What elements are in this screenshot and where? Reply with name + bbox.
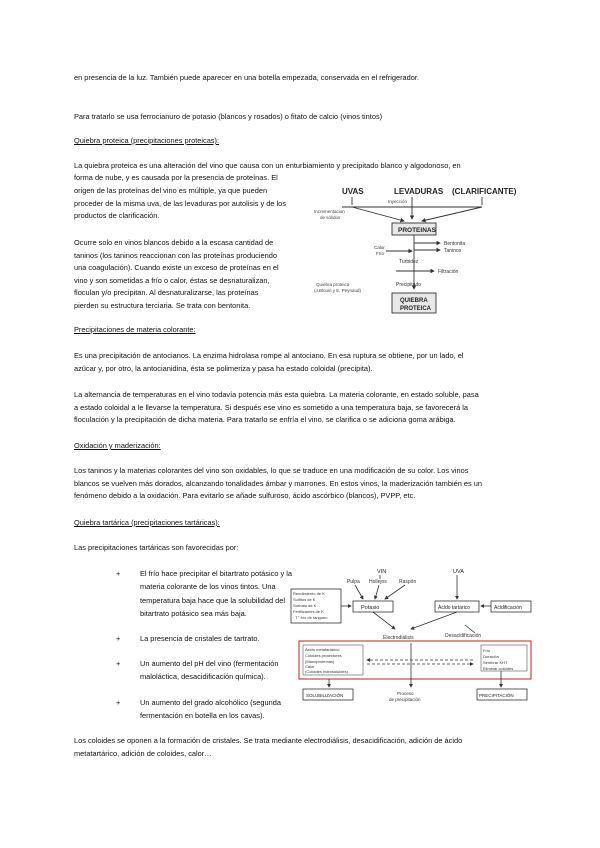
proteinas-label: PROTEINAS: [398, 227, 436, 234]
red-right-item: Sembrar KHT: [483, 660, 508, 665]
text-line: taninos (los taninos reaccionan con las proteínas produciendo: [74, 250, 277, 260]
text-line: Un aumento del pH del vino (fermentación: [140, 659, 279, 668]
clarificante-label: (CLARIFICANTE): [452, 187, 517, 196]
uvas-label: UVAS: [342, 187, 364, 196]
bentonita-label: Bentonita: [444, 241, 466, 247]
text-line: a estado coloidal a le llevarse la temperatura. Si después ese vino es sometido a una temperatura baja, se favorecerá la: [74, 402, 468, 412]
arrow: [355, 585, 363, 599]
text-line: una coagulación). Cuando existe un exceso de proteínas en el: [74, 263, 279, 273]
colorant-heading: Precipitaciones de materia colorante:: [74, 325, 196, 334]
calor-label: Calor: [374, 245, 385, 250]
arrow: [411, 612, 457, 629]
text-line: blancos se vuelven más dorados, alcanzando tonalidades ámbar y marrones. En estos vinos, la maderización también es un: [74, 478, 482, 488]
bullet-mark: +: [116, 569, 121, 578]
electrodialisis-label: Electrodiálisis: [383, 635, 414, 641]
text-line: floculación y la precipitación de dicha materia. Para tratarlo se enfría el vino, se clarifica o se adiciona goma arábiga.: [74, 415, 456, 425]
colorant-paragraph-2: [74, 389, 479, 427]
potasio-label: Potasio: [361, 605, 380, 611]
red-left-item: (Coloides hidrosolubles): [305, 669, 348, 674]
bullet-mark: +: [116, 659, 121, 668]
precipitacion-label: PRECIPITACIÓN: [479, 693, 514, 698]
text-line: Los coloides se oponen a la formación de cristales. Se trata mediante electrodiálisis, desacidificación, adición de ácido: [74, 736, 463, 745]
proceso-line-2: de precipitación: [389, 697, 421, 702]
text-line: Un aumento del grado alcohólico (segunda: [140, 698, 281, 707]
raspon-label: Raspón: [399, 579, 417, 585]
text-line: La presencia de cristales de tartrato.: [140, 634, 260, 643]
bullet-mark: +: [116, 634, 121, 643]
text-line: floculan y/o precipitan. Al desnaturalizarse, las proteínas: [74, 288, 259, 298]
red-left-item: (Manoproteínas): [305, 659, 335, 664]
text-line: Los taninos y la materias colorantes del vino son oxidables, lo que se traduce en una modificación de su color. Los vinos: [74, 466, 469, 475]
solubilizacion-label: SOLUBILIZACIÓN: [306, 693, 344, 698]
uva-label: UVA: [453, 569, 464, 575]
left-factor: · T° frío de fangueo: [293, 615, 328, 620]
left-factor: Fertilizantes de K: [293, 609, 324, 614]
side-left-2: de sólidos: [320, 215, 341, 220]
text-line: proceder de la misma uva, de las levaduras por autolisis y de los: [74, 198, 286, 208]
filtracion-label: Filtración: [438, 269, 459, 275]
quiebra-box-line-2: PROTEICA: [400, 306, 432, 312]
autolysis-label: Inyección: [388, 199, 408, 204]
arrow: [385, 585, 405, 599]
taninos-label: Taninos: [444, 248, 462, 254]
arrow: [465, 625, 475, 633]
red-left-item: Calor: [305, 664, 315, 669]
vin-label: VIN: [377, 569, 387, 575]
turbidez-label: Turbidez: [399, 259, 419, 265]
text-line: vino y son sometidas a frío o calor, éstas se desnaturalizan,: [74, 275, 270, 285]
frio-label: Frío: [376, 251, 385, 256]
red-right-item: Duración: [483, 654, 500, 659]
intro-line: en presencia de la luz. También puede aparecer en una botella empezada, conservada en el refrigerador.: [74, 73, 419, 82]
pulpa-label: Pulpa: [347, 579, 360, 585]
oxidation-paragraph: [74, 465, 482, 503]
levaduras-label: LEVADURAS: [394, 187, 444, 196]
colorant-paragraph-1: [74, 350, 464, 375]
precipitado-label: Precipitado: [396, 282, 422, 288]
text-line: La alternancia de temperaturas en el vino todavía potencia más esta quiebra. La materia colorante, en estado soluble, pasa: [74, 390, 479, 399]
left-factor: Rendimiento de K: [293, 591, 325, 596]
text-line: Ocurre solo en vinos blancos debido a la escasa cantidad de: [74, 238, 274, 247]
red-left-item: Ácido metatartárico: [305, 647, 340, 652]
text-line: pierden su estructura terciaria. Se trata con bentonita.: [74, 300, 251, 310]
text-line: productos de clarificación.: [74, 211, 160, 221]
hollejos-label: Hollejos: [369, 579, 387, 585]
arrow: [422, 207, 482, 221]
red-right-item: Eliminar coloides: [483, 666, 514, 671]
desacidificacion-label: Desacidificación: [445, 633, 482, 639]
text-line: bitartrato potásico sea más baja.: [140, 609, 247, 619]
red-left-item: Coloides protectores: [305, 653, 342, 658]
quiebra-box-line-1: QUIEBRA: [400, 298, 428, 304]
quiebra-note-2: (J.Blouin y E. Peynaud): [314, 288, 362, 293]
side-left-1: Incrementacion: [314, 209, 345, 214]
left-factor: Sulfitos de K: [293, 597, 316, 602]
treatment-line: Para tratarlo se usa ferrocianuro de potasio (blancos y rosados) o fitato de calcio (vinos tintos): [74, 112, 383, 121]
protein-diagram: [312, 183, 532, 317]
text-line: fenómeno debido a la oxidación. Para evitarlo se añade sulfuroso, ácido ascórbico (blancos), PVPP, etc.: [74, 491, 416, 501]
text-line: azúcar y, por otro, la antocianidina, ésta se polimeriza y pasa ha estado coloidal (precipita).: [74, 363, 373, 373]
protein-line-2: forma de nube, y es causada por la presencia de proteínas. El: [74, 173, 278, 182]
text-line: origen de las proteínas del vino es múltiple, ya que pueden: [74, 186, 268, 195]
arrow: [352, 207, 404, 221]
text-line: El frío hace precipitar el bitartrato potásico y la: [140, 569, 292, 578]
acido-tartarico-label: Ácido tartárico: [438, 605, 470, 611]
protein-side-paragraph: [74, 185, 286, 223]
protein-paragraph-2: [74, 237, 279, 313]
tartaric-diagram: [285, 565, 535, 725]
text-line: metatartárico, adición de coloides, calor…: [74, 748, 212, 758]
text-line: temperatura baja hace que la solubilidad del: [140, 595, 286, 605]
protein-heading: Quiebra proteica (precipitaciones proteicas):: [74, 136, 220, 145]
bullet-mark: +: [116, 698, 121, 707]
proceso-line-1: Proceso: [397, 691, 414, 696]
text-line: Es una precipitación de antocianos. La enzima hidrolasa rompe al antociano. En esa ruptura se obtiene, por un lado, el: [74, 351, 464, 360]
tartaric-intro: Las precipitaciones tartáricas son favorecidas por:: [74, 543, 239, 552]
red-right-item: Frío: [483, 648, 491, 653]
arrow: [373, 612, 395, 629]
protein-line-1: La quiebra proteica es una alteración del vino que causa con un enturbiamiento y precipitado blanco y algodonoso, en: [74, 161, 461, 170]
tartaric-heading: Quiebra tartárica (precipitaciones tartáricas):: [74, 518, 220, 527]
arrow: [375, 585, 379, 599]
text-line: fermentación en botella en los cavas).: [140, 711, 265, 721]
left-factor: Sorbato de K: [293, 603, 317, 608]
tartaric-closing: [74, 735, 462, 760]
oxidation-heading: Oxidación y maderización:: [74, 441, 161, 450]
text-line: maloláctica, desacidificación química).: [140, 672, 266, 682]
quiebra-note-1: Quiebra proteica: [316, 282, 350, 287]
acidificacion-label: Acidificación: [494, 605, 522, 611]
text-line: materia colorante de los vinos tintos. Una: [140, 582, 276, 592]
